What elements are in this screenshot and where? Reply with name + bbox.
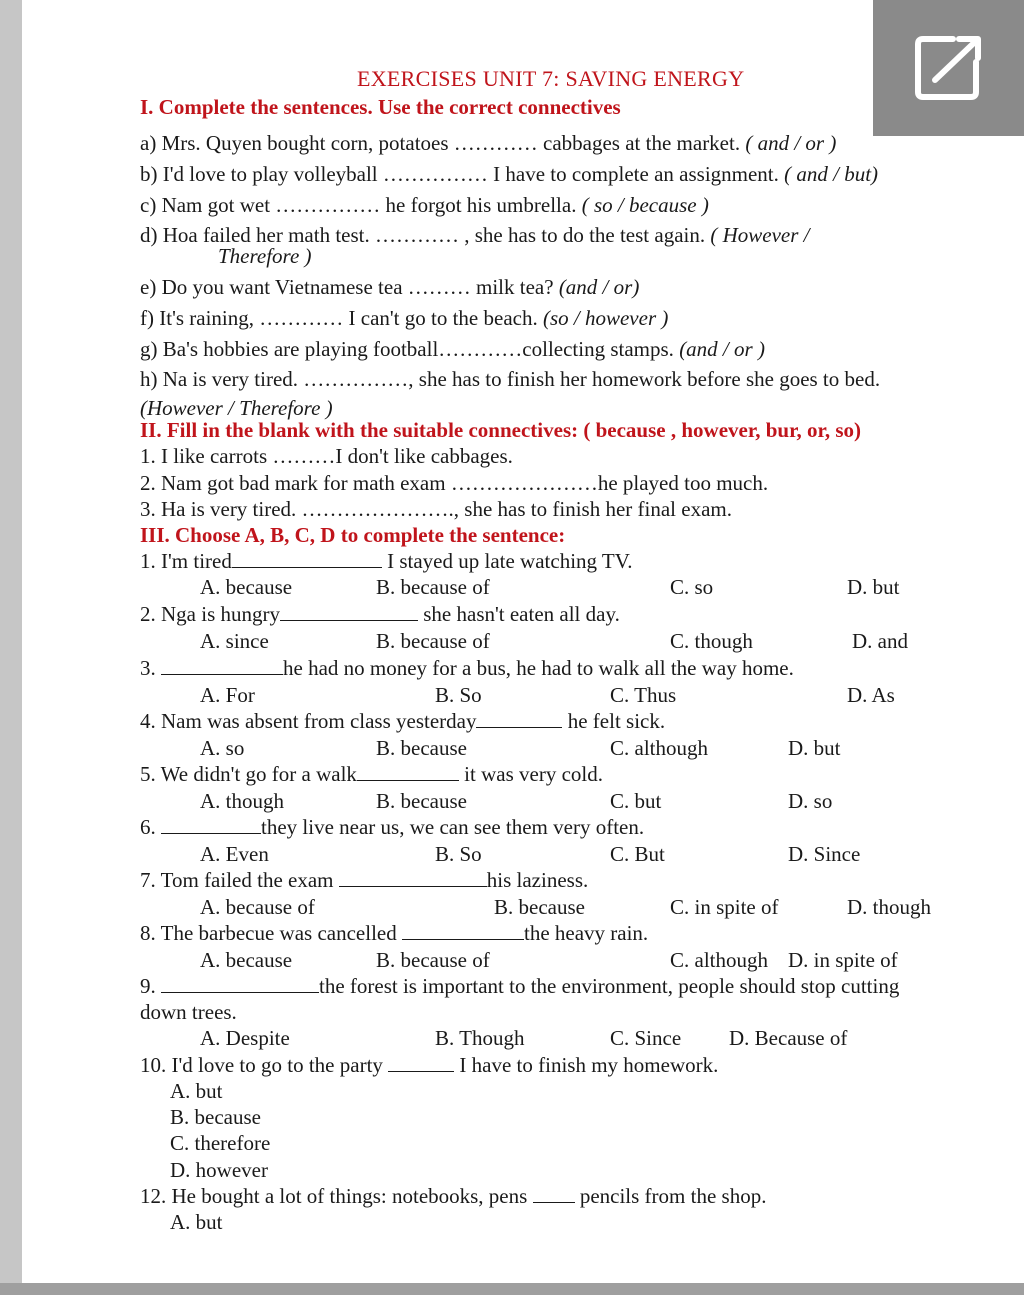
q4-option-c: C. although [610,736,708,760]
q1-option-c: C. so [670,575,714,599]
q1-option-b: B. because of [376,575,490,599]
s3-question-9-cont: down trees. [140,1000,237,1024]
q10-option-d: D. however [170,1158,268,1182]
s1-item-h-hint: (However / Therefore ) [140,396,333,420]
q8-option-b: B. because of [376,948,490,972]
s1-item-b: b) I'd love to play volleyball …………… I have to complete an assignment. ( and / but) [140,162,879,186]
answer-blank [533,1184,575,1203]
q10-option-b: B. because [170,1105,261,1129]
s3-question-1: 1. I'm tired I stayed up late watching TV. [140,549,633,573]
q7-option-d: D. though [847,895,931,919]
open-external-icon [913,34,985,102]
section-2-heading: II. Fill in the blank with the suitable connectives: ( because , however, bur, or, so) [140,418,862,442]
q10-option-a: A. but [170,1079,223,1103]
section-1-heading: I. Complete the sentences. Use the correct connectives [140,95,621,119]
answer-blank [161,974,319,993]
q10-option-c: C. therefore [170,1131,271,1155]
s3-question-12: 12. He bought a lot of things: notebooks, pens pencils from the shop. [140,1184,767,1208]
s2-item-1: 1. I like carrots ………I don't like cabbages. [140,444,513,468]
q1-option-a: A. because [200,575,293,599]
q2-option-c: C. though [670,629,753,653]
q6-option-b: B. So [435,842,482,866]
q8-option-a: A. because [200,948,293,972]
q3-option-d: D. As [847,683,895,707]
q6-option-c: C. But [610,842,665,866]
q5-option-b: B. because [376,789,467,813]
answer-blank [402,921,524,940]
q7-option-a: A. because of [200,895,315,919]
q2-option-d: D. and [852,629,908,653]
answer-blank [161,656,283,675]
s3-question-4: 4. Nam was absent from class yesterday he felt sick. [140,709,666,733]
q3-option-c: C. Thus [610,683,677,707]
q6-option-d: D. Since [788,842,861,866]
s1-item-g: g) Ba's hobbies are playing football…………collecting stamps. (and / or ) [140,337,765,361]
s1-item-e: e) Do you want Vietnamese tea ……… milk tea? (and / or) [140,275,640,299]
page-title: EXERCISES UNIT 7: SAVING ENERGY [357,66,745,91]
q9-option-b: B. Though [435,1026,525,1050]
s3-question-6: 6. they live near us, we can see them very often. [140,815,645,839]
q8-option-d: D. in spite of [788,948,898,972]
s2-item-3: 3. Ha is very tired. …………………., she has to finish her final exam. [140,497,732,521]
s1-item-d-hint-cont: Therefore ) [218,244,312,268]
q6-option-a: A. Even [200,842,269,866]
answer-blank [280,602,418,621]
q9-option-a: A. Despite [200,1026,290,1050]
q3-option-b: B. So [435,683,482,707]
answer-blank [357,762,459,781]
q9-option-d: D. Because of [729,1026,848,1050]
q1-option-d: D. but [847,575,900,599]
open-external-button[interactable] [873,0,1024,136]
s1-item-c: c) Nam got wet …………… he forgot his umbrella. ( so / because ) [140,193,709,217]
answer-blank [388,1053,454,1072]
s1-item-d: d) Hoa failed her math test. ………… , she has to do the test again. ( However / [140,223,810,247]
q5-option-c: C. but [610,789,662,813]
s3-question-3: 3. he had no money for a bus, he had to walk all the way home. [140,656,794,680]
section-3-heading: III. Choose A, B, C, D to complete the sentence: [140,523,566,547]
q9-option-c: C. Since [610,1026,682,1050]
s3-question-8: 8. The barbecue was cancelled the heavy rain. [140,921,649,945]
s3-question-5: 5. We didn't go for a walk it was very cold. [140,762,603,786]
q4-option-b: B. because [376,736,467,760]
q7-option-c: C. in spite of [670,895,779,919]
q12-option-a: A. but [170,1210,223,1234]
q4-option-d: D. but [788,736,841,760]
s3-question-2: 2. Nga is hungry she hasn't eaten all day. [140,602,620,626]
q7-option-b: B. because [494,895,585,919]
answer-blank [232,549,382,568]
s1-item-f: f) It's raining, ………… I can't go to the beach. (so / however ) [140,306,669,330]
s1-item-a: a) Mrs. Quyen bought corn, potatoes ………… cabbages at the market. ( and / or ) [140,131,837,155]
answer-blank [161,815,261,834]
q4-option-a: A. so [200,736,245,760]
document-page [22,0,1024,1283]
s2-item-2: 2. Nam got bad mark for math exam …………………he played too much. [140,471,769,495]
q3-option-a: A. For [200,683,255,707]
s3-question-10: 10. I'd love to go to the party I have to finish my homework. [140,1053,719,1077]
q5-option-a: A. though [200,789,284,813]
s3-question-9: 9. the forest is important to the environment, people should stop cutting [140,974,900,998]
q5-option-d: D. so [788,789,833,813]
viewer-left-margin [0,0,22,1283]
answer-blank [339,868,487,887]
s1-item-h: h) Na is very tired. ……………, she has to finish her homework before she goes to bed. [140,367,881,391]
viewer-bottom-bar [0,1283,1024,1295]
q2-option-b: B. because of [376,629,490,653]
q8-option-c: C. although [670,948,768,972]
s3-question-7: 7. Tom failed the exam his laziness. [140,868,589,892]
q2-option-a: A. since [200,629,269,653]
answer-blank [476,709,562,728]
